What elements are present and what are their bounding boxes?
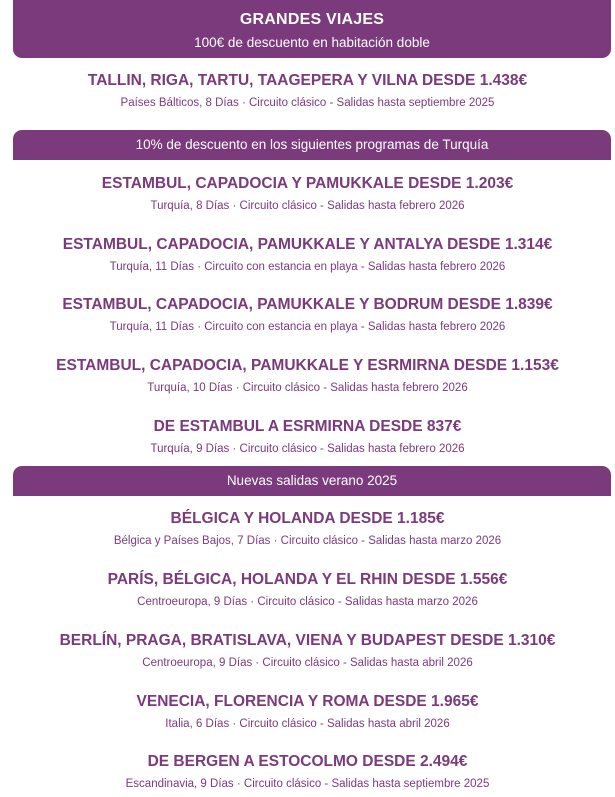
trip-meta: Turquía, 11 Días · Circuito con estancia en playa - Salidas hasta febrero 2026 — [109, 321, 506, 333]
trip-item — [0, 631, 615, 671]
trip-meta: Italia, 6 Días · Circuito clásico - Salidas hasta abril 2026 — [165, 718, 450, 730]
trip-title-link[interactable]: DE ESTAMBUL A ESRMIRNA DESDE 837€ — [153, 418, 462, 435]
trip-title-link[interactable]: ESTAMBUL, CAPADOCIA Y PAMUKKALE DESDE 1.203€ — [101, 175, 514, 192]
trip-item — [0, 509, 615, 549]
trip-title-link[interactable]: PARÍS, BÉLGICA, HOLANDA Y EL RHIN DESDE 1.556€ — [107, 571, 508, 588]
trip-title-link[interactable]: ESTAMBUL, CAPADOCIA, PAMUKKALE Y BODRUM DESDE 1.839€ — [62, 296, 553, 313]
header-banner — [13, 0, 611, 58]
trip-meta: Turquía, 9 Días · Circuito clásico - Salidas hasta febrero 2026 — [150, 443, 465, 455]
trip-meta: Turquía, 11 Días · Circuito con estancia en playa - Salidas hasta febrero 2026 — [109, 261, 506, 273]
trip-meta: Bélgica y Países Bajos, 7 Días · Circuito clásico - Salidas hasta marzo 2026 — [113, 535, 502, 547]
trip-item — [0, 570, 615, 610]
header-subtitle: 100€ de descuento en habitación doble — [194, 35, 430, 50]
trip-item — [0, 417, 615, 457]
trip-meta: Escandinavia, 9 Días · Circuito clásico - Salidas hasta septiembre 2025 — [125, 778, 490, 790]
trip-meta: Países Bálticos, 8 Días · Circuito clásico - Salidas hasta septiembre 2025 — [120, 97, 495, 109]
trip-title-link[interactable]: BÉLGICA Y HOLANDA DESDE 1.185€ — [170, 510, 445, 527]
trip-meta: Centroeuropa, 9 Días · Circuito clásico - Salidas hasta abril 2026 — [142, 657, 473, 669]
trip-title-link[interactable]: VENECIA, FLORENCIA Y ROMA DESDE 1.965€ — [136, 693, 479, 710]
trip-meta: Turquía, 8 Días · Circuito clásico - Salidas hasta febrero 2026 — [150, 200, 465, 212]
trip-title-link[interactable]: BERLÍN, PRAGA, BRATISLAVA, VIENA Y BUDAPEST DESDE 1.310€ — [59, 632, 556, 649]
trip-meta: Centroeuropa, 9 Días · Circuito clásico - Salidas hasta marzo 2026 — [137, 596, 478, 608]
trip-meta: Turquía, 10 Días · Circuito clásico - Salidas hasta febrero 2026 — [147, 382, 468, 394]
trip-item — [0, 174, 615, 214]
trip-title-link[interactable]: TALLIN, RIGA, TARTU, TAAGEPERA Y VILNA DESDE 1.438€ — [87, 72, 528, 89]
section-heading-verano: Nuevas salidas verano 2025 — [13, 466, 611, 496]
trip-item — [0, 295, 615, 335]
trip-item — [0, 356, 615, 396]
trip-item — [0, 692, 615, 732]
trip-item — [0, 752, 615, 792]
header-title: GRANDES VIAJES — [239, 11, 385, 28]
trip-title-link[interactable]: ESTAMBUL, CAPADOCIA, PAMUKKALE Y ESRMIRNA DESDE 1.153€ — [56, 357, 559, 374]
trip-title-link[interactable]: ESTAMBUL, CAPADOCIA, PAMUKKALE Y ANTALYA DESDE 1.314€ — [62, 236, 553, 253]
trip-title-link[interactable]: DE BERGEN A ESTOCOLMO DESDE 2.494€ — [147, 753, 468, 770]
trip-item — [0, 71, 615, 111]
section-heading-turquia: 10% de descuento en los siguientes programas de Turquía — [13, 130, 611, 160]
trip-item — [0, 235, 615, 275]
